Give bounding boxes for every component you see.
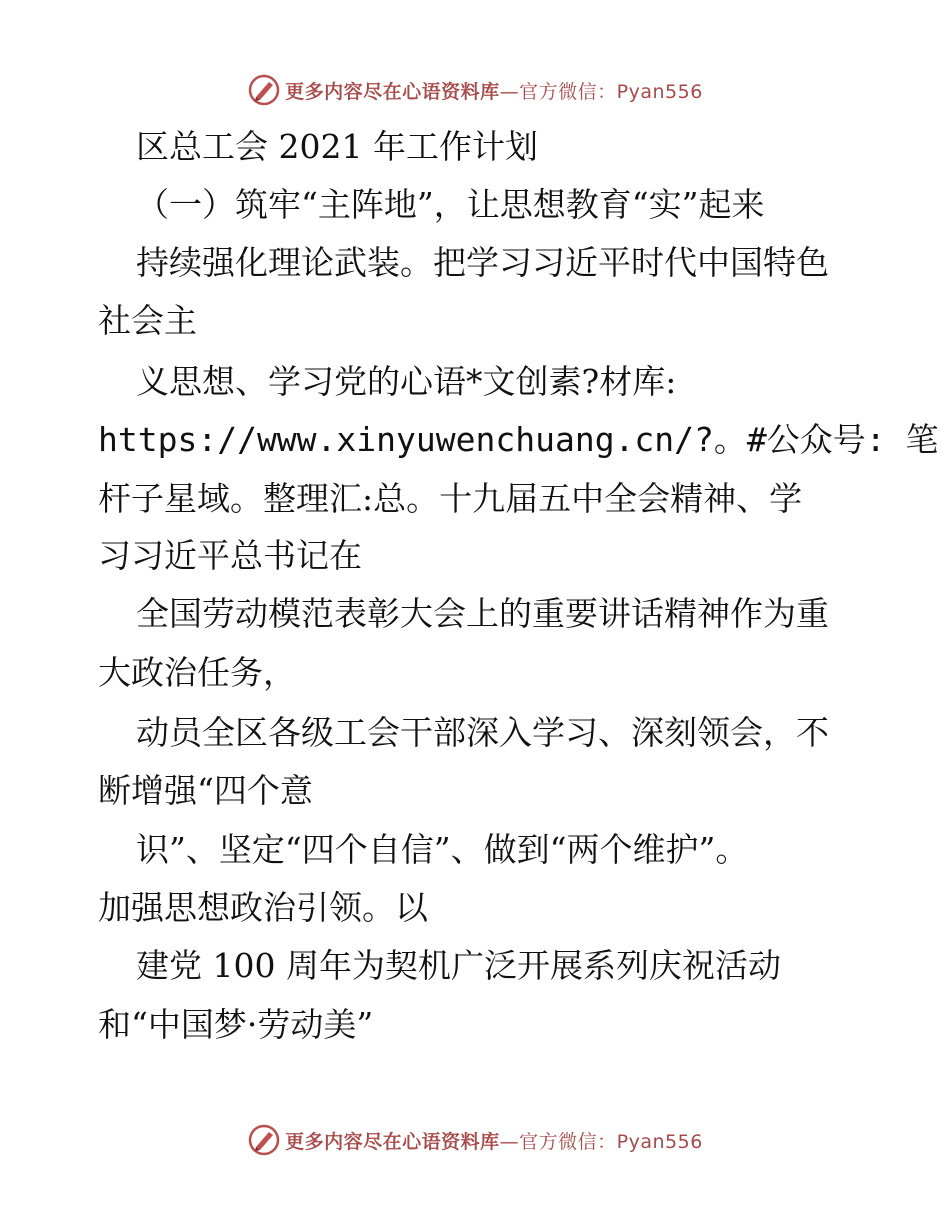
watermark-text: 更多内容尽在心语资料库—官方微信：Pyan556	[285, 1130, 703, 1153]
paragraph-line: 社会主	[98, 301, 197, 340]
document-title: 区总工会 2021 年工作计划	[136, 127, 538, 166]
paragraph-line: 全国劳动模范表彰大会上的重要讲话精神作为重	[136, 594, 829, 633]
footer-watermark	[0, 1120, 950, 1160]
paragraph-line: 持续强化理论武装。把学习习近平时代中国特色	[136, 243, 829, 282]
paragraph-line: 识”、坚定“四个自信”、做到“两个维护”。	[136, 830, 749, 869]
writing-pen-logo-icon	[247, 73, 281, 107]
paragraph-line: 和“中国梦·劳动美”	[98, 1005, 374, 1044]
paragraph-line: 大政治任务，	[98, 653, 296, 692]
paragraph-line: 断增强“四个意	[98, 771, 313, 810]
writing-pen-logo-icon	[247, 1123, 281, 1157]
paragraph-line: 加强思想政治引领。以	[98, 888, 428, 927]
paragraph-line: 义思想、学习党的心语*文创素?材库:	[136, 362, 677, 401]
section-heading: （一）筑牢“主阵地”，让思想教育“实”起来	[136, 185, 765, 224]
header-watermark	[0, 70, 950, 110]
paragraph-line-url: https://www.xinyuwenchuang.cn/?。#公众号: 笔	[98, 420, 939, 459]
paragraph-line: 动员全区各级工会干部深入学习、深刻领会，不	[136, 713, 829, 752]
paragraph-line: 建党 100 周年为契机广泛开展系列庆祝活动	[136, 946, 781, 985]
paragraph-line: 习习近平总书记在	[98, 536, 362, 575]
paragraph-line: 杆子星域。整理汇:总。十九届五中全会精神、学	[98, 479, 803, 518]
watermark-text: 更多内容尽在心语资料库—官方微信：Pyan556	[285, 80, 703, 103]
